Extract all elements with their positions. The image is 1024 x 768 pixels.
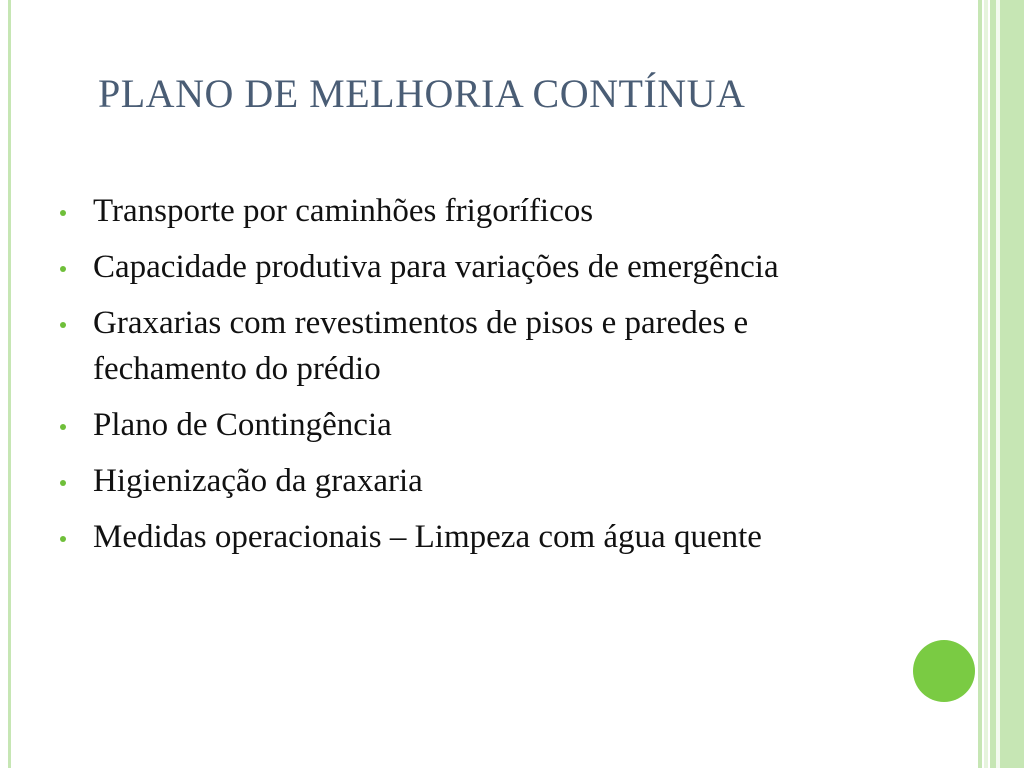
bullet-item [60,300,850,392]
bullet-item [60,244,850,290]
right-stripe [984,0,988,768]
slide-title: PLANO DE MELHORIA CONTÍNUA [98,71,746,116]
bullet-text: Transporte por caminhões frigoríficos [93,193,594,229]
right-stripe [978,0,982,768]
bullet-item [60,514,850,560]
bullet-text: Graxarias com revestimentos de pisos e paredes e fechamento do prédio [93,305,749,387]
bullet-text: Plano de Contingência [93,407,392,443]
bullet-dot-icon [60,266,66,272]
bullet-text: Higienização da graxaria [93,463,423,499]
bullet-text: Capacidade produtiva para variações de emergência [93,249,779,285]
bullet-dot-icon [60,322,66,328]
bullet-item [60,188,850,234]
decorative-circle-icon [913,640,975,702]
bullet-dot-icon [60,424,66,430]
left-border-line [8,0,11,768]
bullet-item [60,458,850,504]
bullet-list [60,188,850,570]
bullet-dot-icon [60,210,66,216]
bullet-item [60,402,850,448]
bullet-text: Medidas operacionais – Limpeza com água quente [93,519,762,555]
bullet-dot-icon [60,480,66,486]
bullet-dot-icon [60,536,66,542]
right-stripe [1000,0,1024,768]
